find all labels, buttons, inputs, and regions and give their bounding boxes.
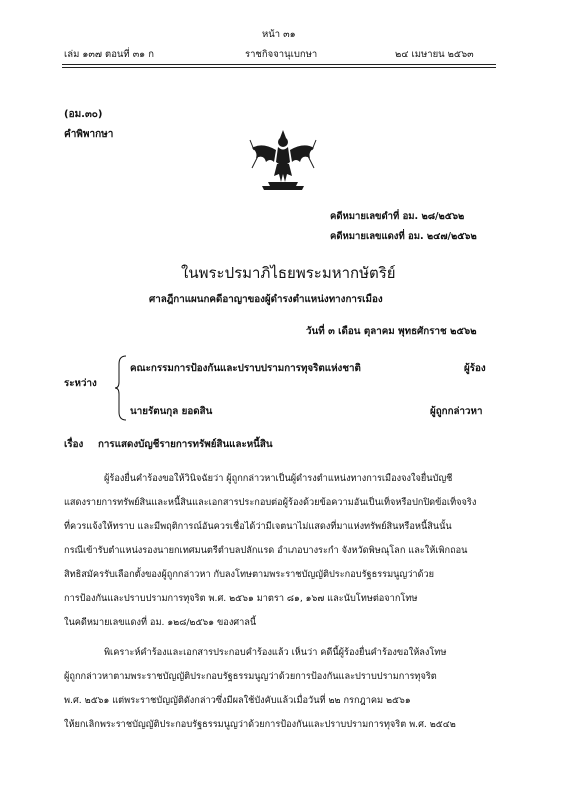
plaintiff-name: คณะกรรมการป้องกันและปราบปรามการทุจริตแห่งชาติ bbox=[130, 363, 361, 374]
paragraph-line: กรณีเข้ารับตำแหน่งรองนายกเทศมนตรีตำบลปลักแรด อำเภอบางระกำ จังหวัดพิษณุโลก และให้เพิกถอน bbox=[64, 545, 468, 556]
gazette-name: ราชกิจจานุเบกษา bbox=[245, 49, 318, 60]
document-code: (อม.๓๐) bbox=[64, 109, 103, 120]
paragraph-line: สิทธิสมัครรับเลือกตั้งของผู้ถูกกล่าวหา กับลงโทษตามพระราชบัญญัติประกอบรัฐธรรมนูญว่าด้วย bbox=[64, 569, 435, 580]
defendant-name: นายรัตนกุล ยอดสิน bbox=[130, 406, 213, 417]
publication-date: ๒๔ เมษายน ๒๕๖๓ bbox=[395, 49, 474, 60]
red-case-number: คดีหมายเลขแดงที่ อม. ๒๔๗/๒๕๖๒ bbox=[330, 231, 477, 242]
between-label: ระหว่าง bbox=[64, 378, 97, 389]
paragraph-line: การป้องกันและปราบปรามการทุจริต พ.ศ. ๒๕๖๑ มาตรา ๘๑, ๑๖๗ และนับโทษต่อจากโทษ bbox=[64, 593, 418, 604]
header-rule-bottom bbox=[62, 67, 496, 68]
subject-label: เรื่อง bbox=[64, 439, 84, 450]
paragraph-line: แสดงรายการทรัพย์สินและหนี้สินและเอกสารประกอบต่อผู้ร้องด้วยข้อความอันเป็นเท็จหรือปกปิดข้อเท็จจริง bbox=[64, 497, 477, 508]
defendant-role: ผู้ถูกกล่าวหา bbox=[430, 406, 483, 417]
royal-title: ในพระปรมาภิไธยพระมหากษัตริย์ bbox=[181, 264, 396, 282]
paragraph-line: พิเคราะห์คำร้องและเอกสารประกอบคำร้องแล้ว เห็นว่า คดีนี้ผู้ร้องยื่นคำร้องขอให้ลงโทษ bbox=[104, 647, 447, 658]
paragraph-line: พ.ศ. ๒๕๖๑ แต่พระราชบัญญัติดังกล่าวซึ่งมีผลใช้บังคับแล้วเมื่อวันที่ ๒๒ กรกฎาคม ๒๕๖๑ bbox=[64, 695, 411, 706]
paragraph-line: ที่ควรแจ้งให้ทราบ และมีพฤติการณ์อันควรเชื่อได้ว่ามีเจตนาไม่แสดงที่มาแห่งทรัพย์สินหรือหนี้สินนั้น bbox=[64, 521, 452, 532]
paragraph-line: ให้ยกเลิกพระราชบัญญัติประกอบรัฐธรรมนูญว่าด้วยการป้องกันและปราบปรามการทุจริต พ.ศ. ๒๕๔๒ bbox=[64, 719, 456, 730]
document-type: คำพิพากษา bbox=[64, 129, 114, 140]
parties-brace bbox=[114, 354, 128, 422]
black-case-number: คดีหมายเลขดำที่ อม. ๒๘/๒๕๖๒ bbox=[330, 211, 465, 222]
volume-issue: เล่ม ๑๓๗ ตอนที่ ๓๑ ก bbox=[64, 49, 154, 60]
paragraph-line: ผู้ร้องยื่นคำร้องขอให้วินิจฉัยว่า ผู้ถูกกล่าวหาเป็นผู้ดำรงตำแหน่งทางการเมืองจงใจยื่นบัญชี bbox=[104, 473, 453, 484]
paragraph-line: ในคดีหมายเลขแดงที่ อม. ๑๒๘/๒๕๖๑ ของศาลนี้ bbox=[64, 617, 257, 628]
subject-text: การแสดงบัญชีรายการทรัพย์สินและหนี้สิน bbox=[98, 439, 273, 450]
header-rule-top bbox=[62, 64, 496, 65]
garuda-emblem bbox=[248, 128, 318, 196]
plaintiff-role: ผู้ร้อง bbox=[464, 363, 486, 374]
paragraph-line: ผู้ถูกกล่าวหาตามพระราชบัญญัติประกอบรัฐธรรมนูญว่าด้วยการป้องกันและปราบปรามการทุจริต bbox=[64, 671, 437, 682]
judgment-date: วันที่ ๓ เดือน ตุลาคม พุทธศักราช ๒๕๖๒ bbox=[306, 326, 477, 337]
court-name: ศาลฎีกาแผนกคดีอาญาของผู้ดำรงตำแหน่งทางการเมือง bbox=[149, 294, 383, 305]
page-number: หน้า ๓๑ bbox=[262, 29, 296, 40]
